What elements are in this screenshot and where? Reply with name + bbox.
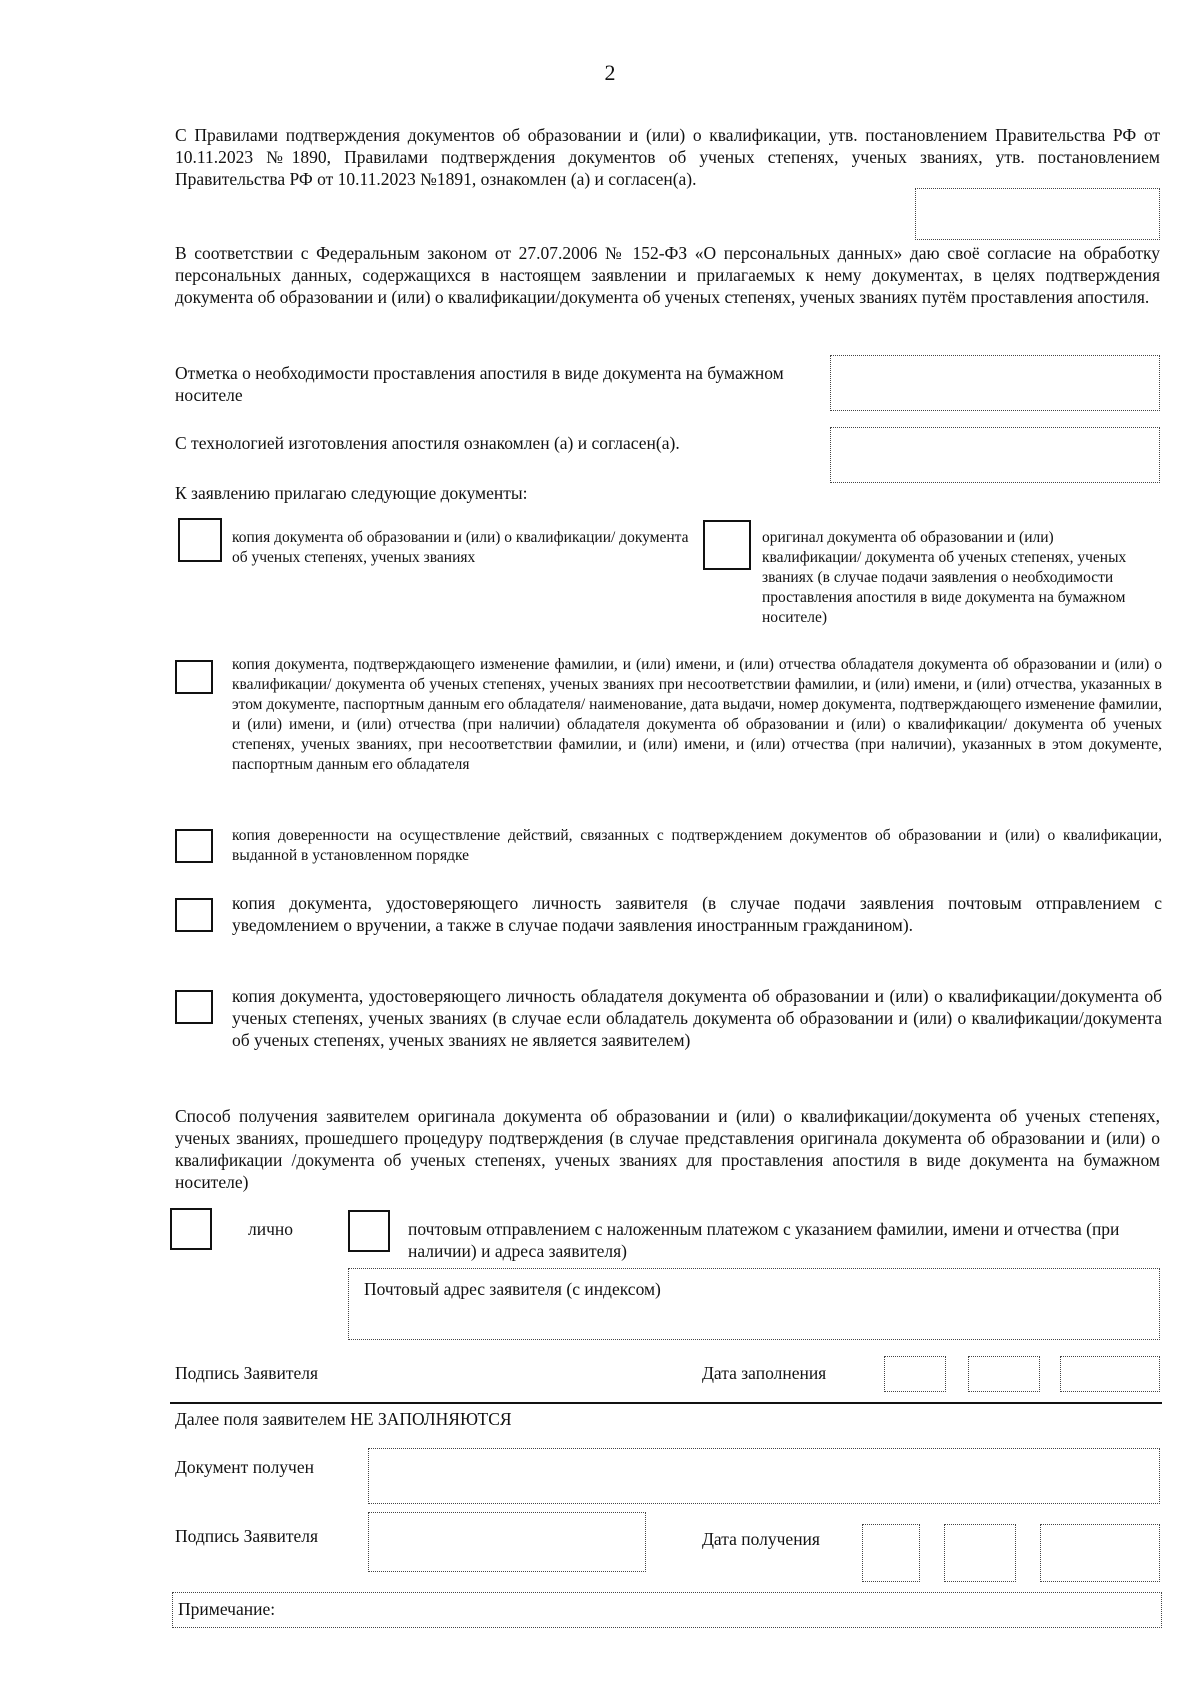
mark-paper-field[interactable] (830, 355, 1160, 411)
in-person-label: лично (248, 1219, 294, 1239)
attach-intro: К заявлению прилагаю следующие документы: (175, 483, 528, 503)
office-signature-field[interactable] (368, 1512, 646, 1572)
checkbox-holder-id[interactable] (175, 990, 213, 1024)
consent-paragraph: В соответствии с Федеральным законом от 27.07.2006 № 152-ФЗ «О персональных данных» даю своё согласие на обработку персональных данных, содержащихся в настоящем заявлении и прилагаемых к нему документах, в целях подтверждения документа об образовании и (или) о квалификации/документа об ученых степенях, ученых званиях путём проставления апостиля. (175, 243, 1160, 307)
checkbox-by-post[interactable] (348, 1210, 390, 1252)
mark-paper-label: Отметка о необходимости проставления апостиля в виде документа на бумажном носителе (175, 363, 784, 405)
checkbox-copy-doc[interactable] (178, 518, 222, 562)
name-change-label: копия документа, подтверждающего изменение фамилии, и (или) имени, и (или) отчества обладателя документа об образовании и (или) о квалификации/ документа об ученых степенях, ученых званиях при несоответствии фамилии, и (или) имени, и (или) отчества, указанных в этом документе, паспортным данным его обладателя/ наименование, дата выдачи, номер документа, подтверждающего изменение фамилии, и (или) имени, и (или) отчества (при наличии) обладателя документа об образовании и (или) о квалификации/ документа об ученых степенях, ученых званиях, при несоответствии фамилии, и (или) имени, и (или) отчества (при наличии), указанных в этом документе, паспортным данным его обладателя (232, 656, 1162, 773)
receipt-date-label: Дата получения (702, 1529, 820, 1549)
office-signature-label: Подпись Заявителя (175, 1526, 319, 1546)
checkbox-in-person[interactable] (170, 1208, 212, 1250)
doc-received-label: Документ получен (175, 1457, 314, 1477)
holder-id-label: копия документа, удостоверяющего личность обладателя документа об образовании и (или) о квалификации/документа об ученых степенях, ученых званиях (в случае если обладатель документа об образовании и (или) о квалификации/документа об ученых степенях, ученых званиях не является заявителем) (232, 986, 1162, 1050)
by-post-label: почтовым отправлением с наложенным платежом с указанием фамилии, имени и отчества (при наличии) и адреса заявителя) (408, 1219, 1120, 1261)
original-doc-label: оригинал документа об образовании и (или) квалификации/ документа об ученых степенях, ученых званиях (в случае подачи заявления о необходимости проставления апостиля в виде документа на бумажном носителе) (762, 529, 1127, 626)
copy-doc-label: копия документа об образовании и (или) о квалификации/ документа об ученых степенях, ученых званиях (232, 529, 689, 566)
checkbox-power-of-attorney[interactable] (175, 829, 213, 863)
fill-date-label: Дата заполнения (702, 1363, 827, 1383)
technology-field[interactable] (830, 427, 1160, 483)
receipt-date-month-field[interactable] (944, 1524, 1016, 1582)
checkbox-original-doc[interactable] (703, 520, 751, 570)
fill-date-day-field[interactable] (884, 1356, 946, 1392)
power-of-attorney-label: копия доверенности на осуществление действий, связанных с подтверждением документов об образовании и (или) о квалификации, выданной в установленном порядке (232, 827, 1162, 864)
applicant-id-label: копия документа, удостоверяющего личность заявителя (в случае подачи заявления почтовым отправлением с уведомлением о вручении, а также в случае подачи заявления иностранным гражданином). (232, 893, 1162, 935)
applicant-signature-label: Подпись Заявителя (175, 1363, 319, 1383)
doc-received-field[interactable] (368, 1448, 1160, 1504)
rules-paragraph: С Правилами подтверждения документов об образовании и (или) о квалификации, утв. постановлением Правительства РФ от 10.11.2023 №1890, Правилами подтверждения документов об ученых степенях, ученых званиях, утв. постановлением Правительства РФ от 10.11.2023 №1891, ознакомлен (а) и согласен(а). (175, 125, 1160, 189)
rules-agreement-field[interactable] (915, 188, 1160, 240)
fill-date-month-field[interactable] (968, 1356, 1040, 1392)
checkbox-applicant-id[interactable] (175, 898, 213, 932)
not-filled-notice: Далее поля заявителем НЕ ЗАПОЛНЯЮТСЯ (175, 1409, 512, 1429)
postal-address-label: Почтовый адрес заявителя (с индексом) (364, 1279, 661, 1299)
receipt-date-year-field[interactable] (1040, 1524, 1160, 1582)
page-number: 2 (604, 60, 616, 85)
fill-date-year-field[interactable] (1060, 1356, 1160, 1392)
receipt-method-paragraph: Способ получения заявителем оригинала документа об образовании и (или) о квалификации/документа об ученых степенях, ученых званиях, прошедшего процедуру подтверждения (в случае представления оригинала документа об образовании и (или) о квалификации /документа об ученых степенях, ученых званиях для проставления апостиля в виде документа на бумажном носителе) (175, 1106, 1160, 1192)
office-separator (170, 1402, 1162, 1404)
technology-label: С технологией изготовления апостиля ознакомлен (а) и согласен(а). (175, 433, 680, 453)
checkbox-name-change[interactable] (175, 660, 213, 694)
receipt-date-day-field[interactable] (862, 1524, 920, 1582)
note-label: Примечание: (178, 1599, 276, 1619)
